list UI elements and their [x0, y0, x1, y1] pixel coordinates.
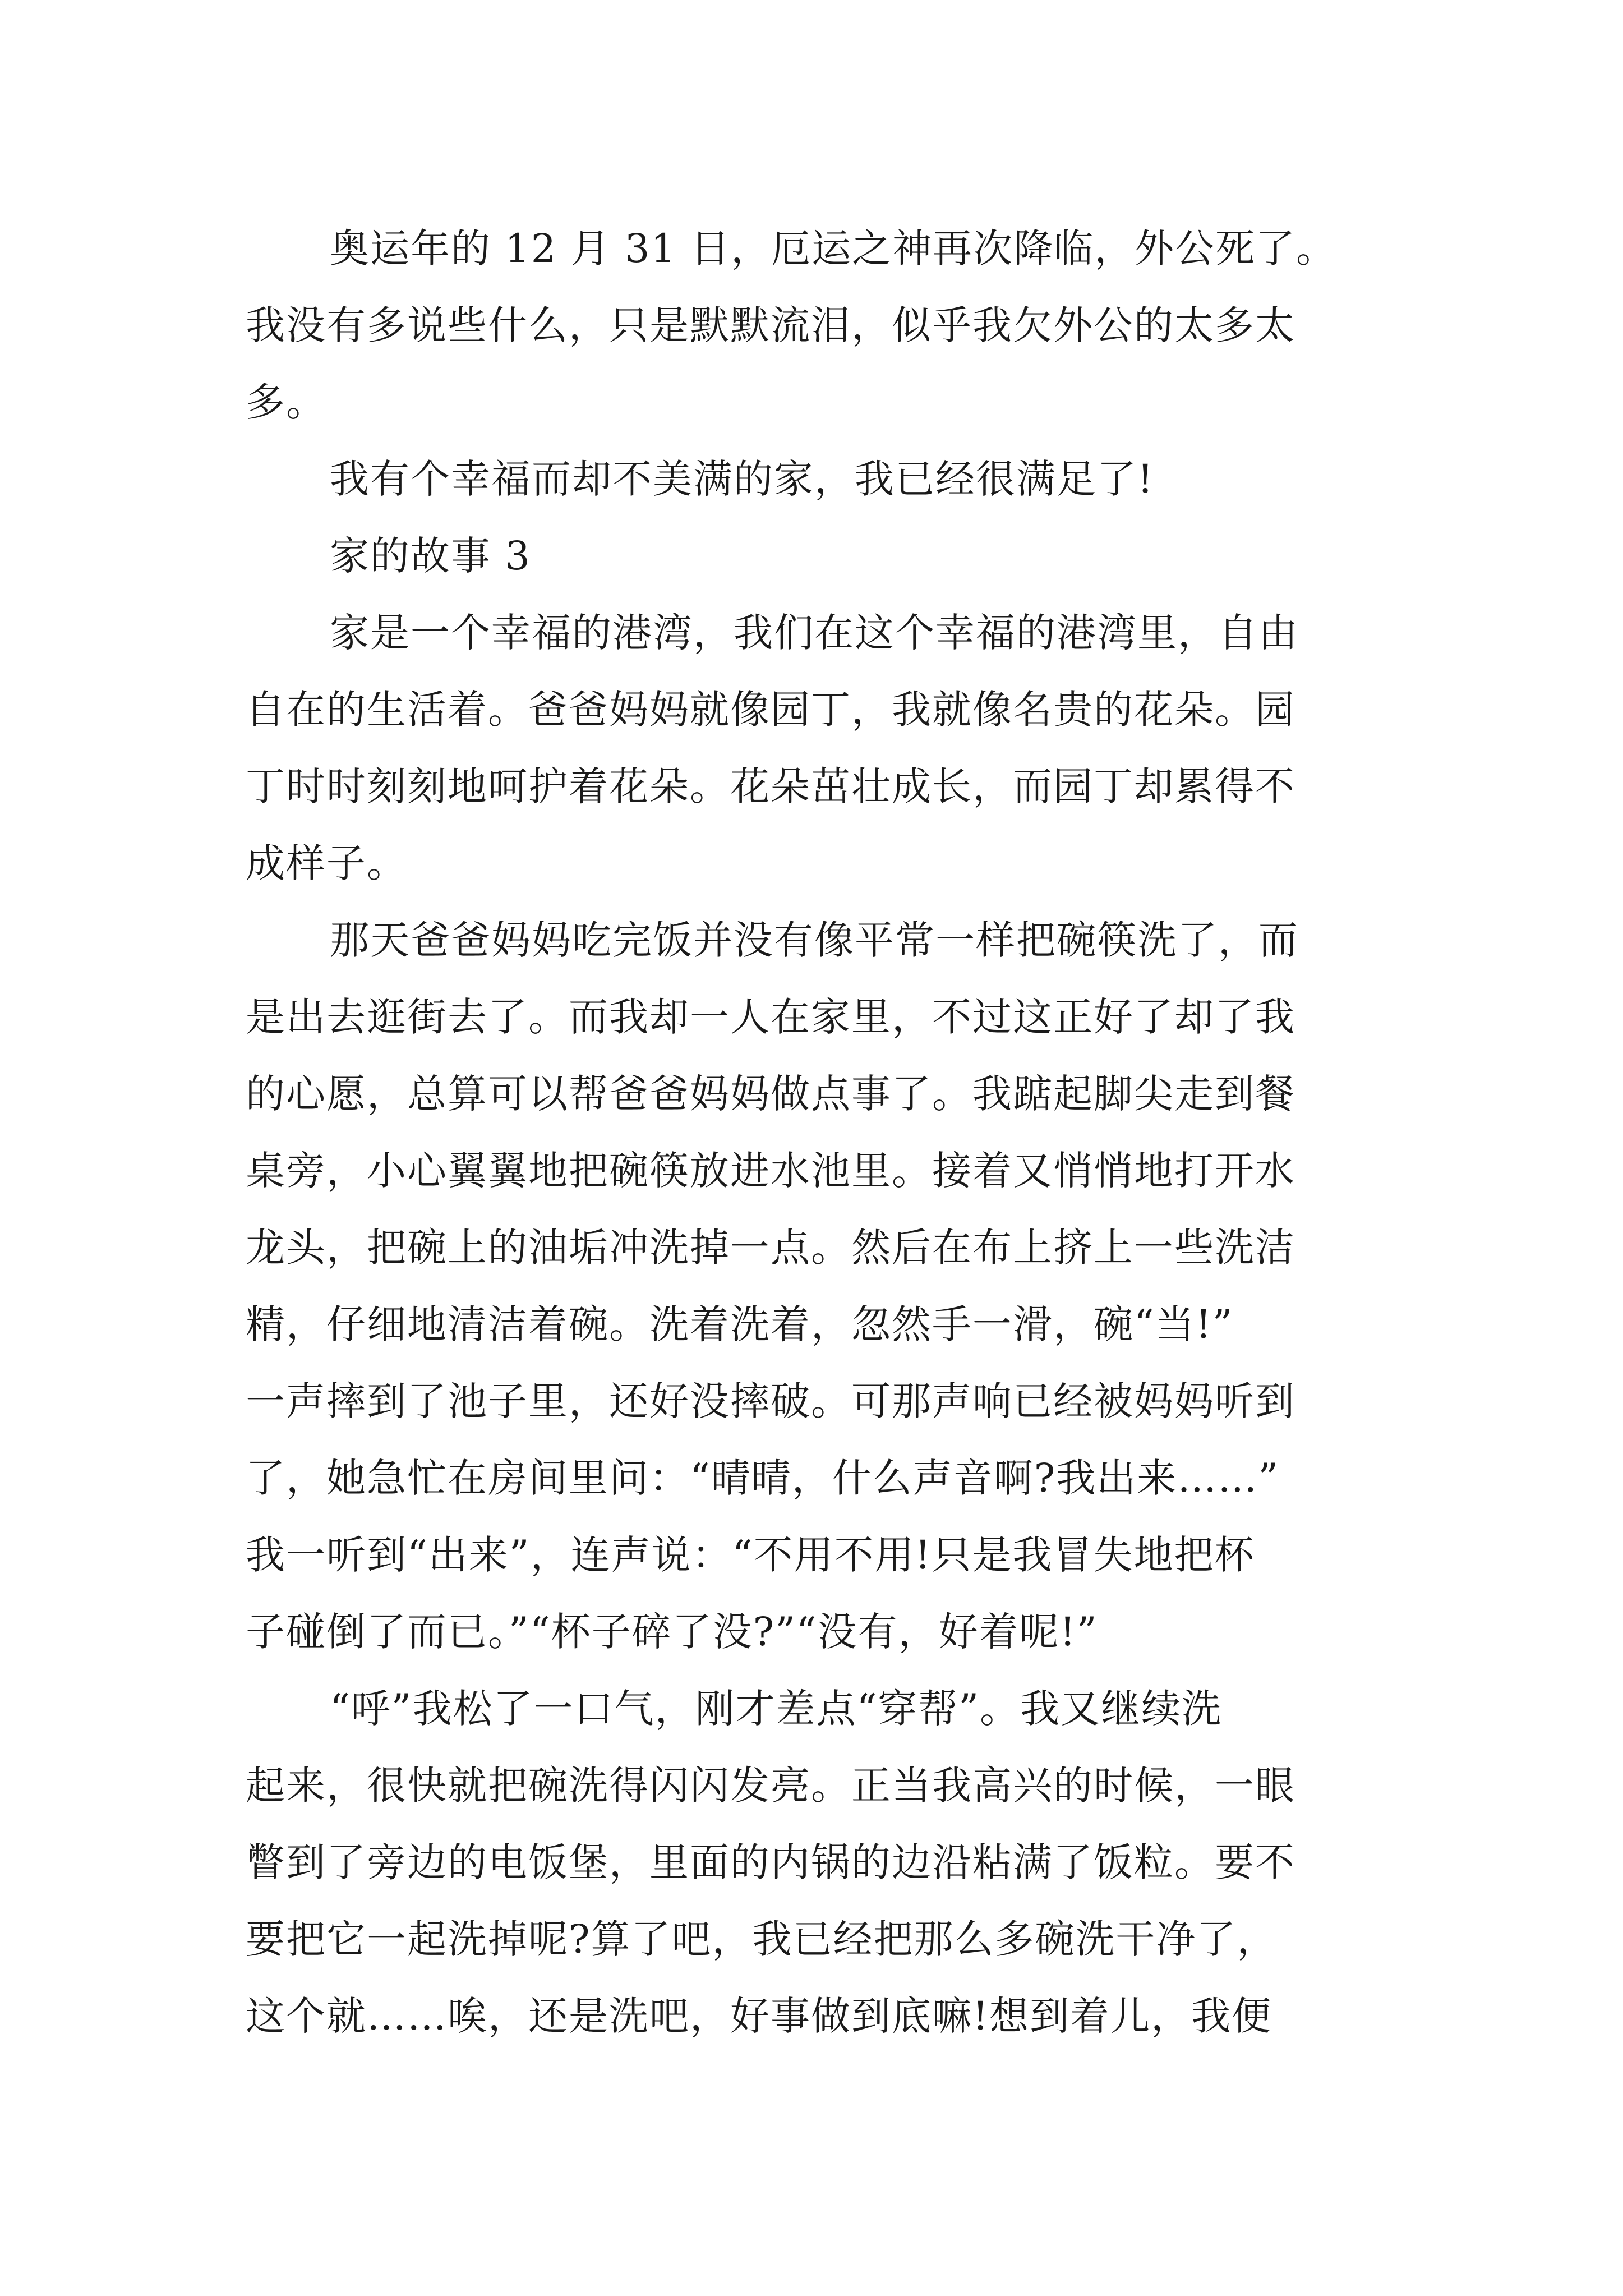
- text-line: 我一听到“出来”，连声说：“不用不用!只是我冒失地把杯: [246, 1532, 1255, 1578]
- text-line: 丁时时刻刻地呵护着花朵。花朵茁壮成长，而园丁却累得不: [246, 763, 1295, 809]
- text-line: 自在的生活着。爸爸妈妈就像园丁，我就像名贵的花朵。园: [246, 687, 1295, 733]
- text-line: 的心愿，总算可以帮爸爸妈妈做点事了。我踮起脚尖走到餐: [246, 1071, 1295, 1117]
- text-line: 一声摔到了池子里，还好没摔破。可那声响已经被妈妈听到: [246, 1378, 1295, 1424]
- text-line: 精，仔细地清洁着碗。洗着洗着，忽然手一滑，碗“当!”: [246, 1301, 1234, 1347]
- text-line: 我有个幸福而却不美满的家，我已经很满足了!: [330, 456, 1155, 502]
- text-line: 我没有多说些什么，只是默默流泪，似乎我欠外公的太多太: [246, 302, 1295, 348]
- text-line: 多。: [246, 379, 326, 425]
- document-body: [246, 210, 1390, 2055]
- text-line: 那天爸爸妈妈吃完饭并没有像平常一样把碗筷洗了，而: [330, 917, 1299, 963]
- text-line: 是出去逛街去了。而我却一人在家里，不过这正好了却了我: [246, 994, 1295, 1040]
- text-line: 瞥到了旁边的电饭堡，里面的内锅的边沿粘满了饭粒。要不: [246, 1839, 1295, 1885]
- text-line: 子碰倒了而已。”“杯子碎了没?”“没有，好着呢!”: [246, 1609, 1098, 1655]
- text-line: 了，她急忙在房间里问：“晴晴，什么声音啊?我出来……”: [246, 1455, 1280, 1501]
- text-line: 这个就……唉，还是洗吧，好事做到底嘛!想到着儿，我便: [246, 1993, 1272, 2039]
- text-line: 起来，很快就把碗洗得闪闪发亮。正当我高兴的时候，一眼: [246, 1763, 1295, 1809]
- text-line: 家的故事 3: [330, 533, 531, 579]
- text-line: “呼”我松了一口气，刚才差点“穿帮”。我又继续洗: [330, 1686, 1223, 1732]
- text-line: 要把它一起洗掉呢?算了吧，我已经把那么多碗洗干净了，: [246, 1916, 1278, 1962]
- text-line: 桌旁，小心翼翼地把碗筷放进水池里。接着又悄悄地打开水: [246, 1148, 1295, 1194]
- text-line: 龙头，把碗上的油垢冲洗掉一点。然后在布上挤上一些洗洁: [246, 1225, 1295, 1271]
- text-line: 成样子。: [246, 840, 407, 886]
- text-line: 奥运年的 12 月 31 日，厄运之神再次降临，外公死了。: [330, 226, 1337, 272]
- text-line: 家是一个幸福的港湾，我们在这个幸福的港湾里，自由: [330, 610, 1299, 656]
